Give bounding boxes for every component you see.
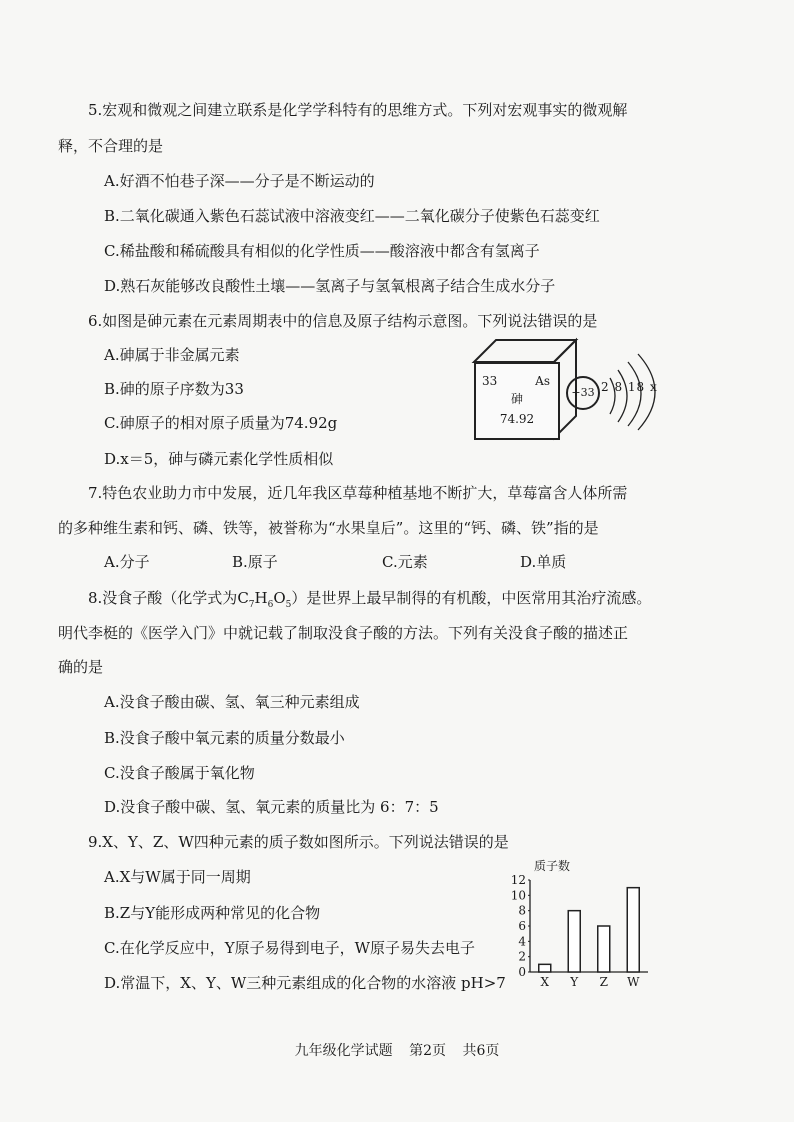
q9-option-b: B.Z与Y能形成两种常见的化合物 xyxy=(104,904,321,922)
q9-option-d: D.常温下，X、Y、W三种元素组成的化合物的水溶液 pH>7 xyxy=(104,974,506,992)
y-tick-label: 12 xyxy=(510,873,526,887)
bar-Z xyxy=(598,926,610,972)
proton-number-bar-chart xyxy=(500,856,660,988)
x-tick-label: W xyxy=(627,975,640,988)
q5-option-c: C.稀盐酸和稀硫酸具有相似的化学性质——酸溶液中都含有氢离子 xyxy=(104,242,540,260)
chart-title: 质子数 xyxy=(534,859,571,873)
bar-Y xyxy=(568,911,580,972)
q8-stem-line1 xyxy=(88,588,651,615)
q8-stem-line3: 确的是 xyxy=(58,658,104,676)
q6-option-d: D.x＝5，砷与磷元素化学性质相似 xyxy=(104,450,334,468)
q7-stem-line1: 7.特色农业助力市中发展，近几年我区草莓种植基地不断扩大，草莓富含人体所需 xyxy=(88,484,628,502)
element-card xyxy=(474,362,560,440)
q9-stem: 9.X、Y、Z、W四种元素的质子数如图所示。下列说法错误的是 xyxy=(88,833,509,851)
y-tick-label: 10 xyxy=(510,888,526,903)
q5-option-d: D.熟石灰能够改良酸性土壤——氢离子与氢氧根离子结合生成水分子 xyxy=(104,277,556,295)
q6-option-b: B.砷的原子序数为33 xyxy=(104,380,244,398)
atom-nucleus: +33 xyxy=(566,376,600,410)
q8-option-d: D.没食子酸中碳、氢、氧元素的质量比为 6：7：5 xyxy=(104,798,439,816)
q8-option-a: A.没食子酸由碳、氢、氧三种元素组成 xyxy=(104,693,360,711)
y-tick-label: 8 xyxy=(518,903,526,918)
footer-title: 九年级化学试题 xyxy=(294,1043,393,1059)
electron-config: 2 8 18 x xyxy=(601,380,658,394)
q7-option-b: B.原子 xyxy=(232,553,278,571)
x-tick-label: Y xyxy=(570,975,579,988)
footer-page: 第2页 xyxy=(409,1043,446,1059)
atomic-mass: 74.92 xyxy=(499,412,535,426)
q8-option-b: B.没食子酸中氧元素的质量分数最小 xyxy=(104,729,345,747)
q7-option-c: C.元素 xyxy=(382,553,428,571)
chemical-formula: $C_7H_6O_5$ xyxy=(237,589,292,610)
q7-stem-line2: 的多种维生素和钙、磷、铁等，被誉称为“水果皇后”。这里的“钙、磷、铁”指的是 xyxy=(58,519,599,537)
q9-option-c: C.在化学反应中，Y原子易得到电子，W原子易失去电子 xyxy=(104,939,476,957)
q6-stem: 6.如图是砷元素在元素周期表中的信息及原子结构示意图。下列说法错误的是 xyxy=(88,312,598,330)
q8-stem-pre: 8.没食子酸（化学式为 xyxy=(88,589,238,607)
bar-X xyxy=(539,964,551,972)
q5-option-b: B.二氧化碳通入紫色石蕊试液中溶液变红——二氧化碳分子使紫色石蕊变红 xyxy=(104,207,600,225)
x-tick-label: X xyxy=(540,975,550,988)
page-footer xyxy=(0,1040,794,1060)
element-name: 砷 xyxy=(510,392,523,406)
q6-option-a: A.砷属于非金属元素 xyxy=(104,346,240,364)
chart-bars xyxy=(539,888,640,972)
q7-option-d: D.单质 xyxy=(520,553,567,571)
y-tick-label: 2 xyxy=(518,949,526,964)
q5-option-a: A.好酒不怕巷子深——分子是不断运动的 xyxy=(104,172,375,190)
q8-stem-post: ）是世界上最早制得的有机酸，中医常用其治疗流感。 xyxy=(291,589,652,607)
q8-option-c: C.没食子酸属于氧化物 xyxy=(104,764,255,782)
q8-stem-line2: 明代李梃的《医学入门》中就记载了制取没食子酸的方法。下列有关没食子酸的描述正 xyxy=(58,624,629,642)
q7-option-a: A.分子 xyxy=(104,553,150,571)
q5-stem-line2: 释，不合理的是 xyxy=(58,137,164,155)
electron-shells-arcs xyxy=(596,350,666,440)
q6-option-c: C.砷原子的相对原子质量为74.92g xyxy=(104,414,338,432)
element-symbol: As xyxy=(535,374,550,388)
q5-stem-line1: 5.宏观和微观之间建立联系是化学学科特有的思维方式。下列对宏观事实的微观解 xyxy=(88,101,628,119)
bar-W xyxy=(627,888,639,972)
chart-x-labels xyxy=(540,975,640,988)
atomic-number: 33 xyxy=(482,374,498,388)
x-tick-label: Z xyxy=(599,975,608,988)
q9-option-a: A.X与W属于同一周期 xyxy=(104,868,251,886)
y-tick-label: 0 xyxy=(518,965,526,979)
y-tick-label: 4 xyxy=(518,934,526,949)
footer-total: 共6页 xyxy=(462,1043,500,1059)
y-tick-label: 6 xyxy=(518,919,526,933)
chart-y-ticks xyxy=(511,873,530,979)
